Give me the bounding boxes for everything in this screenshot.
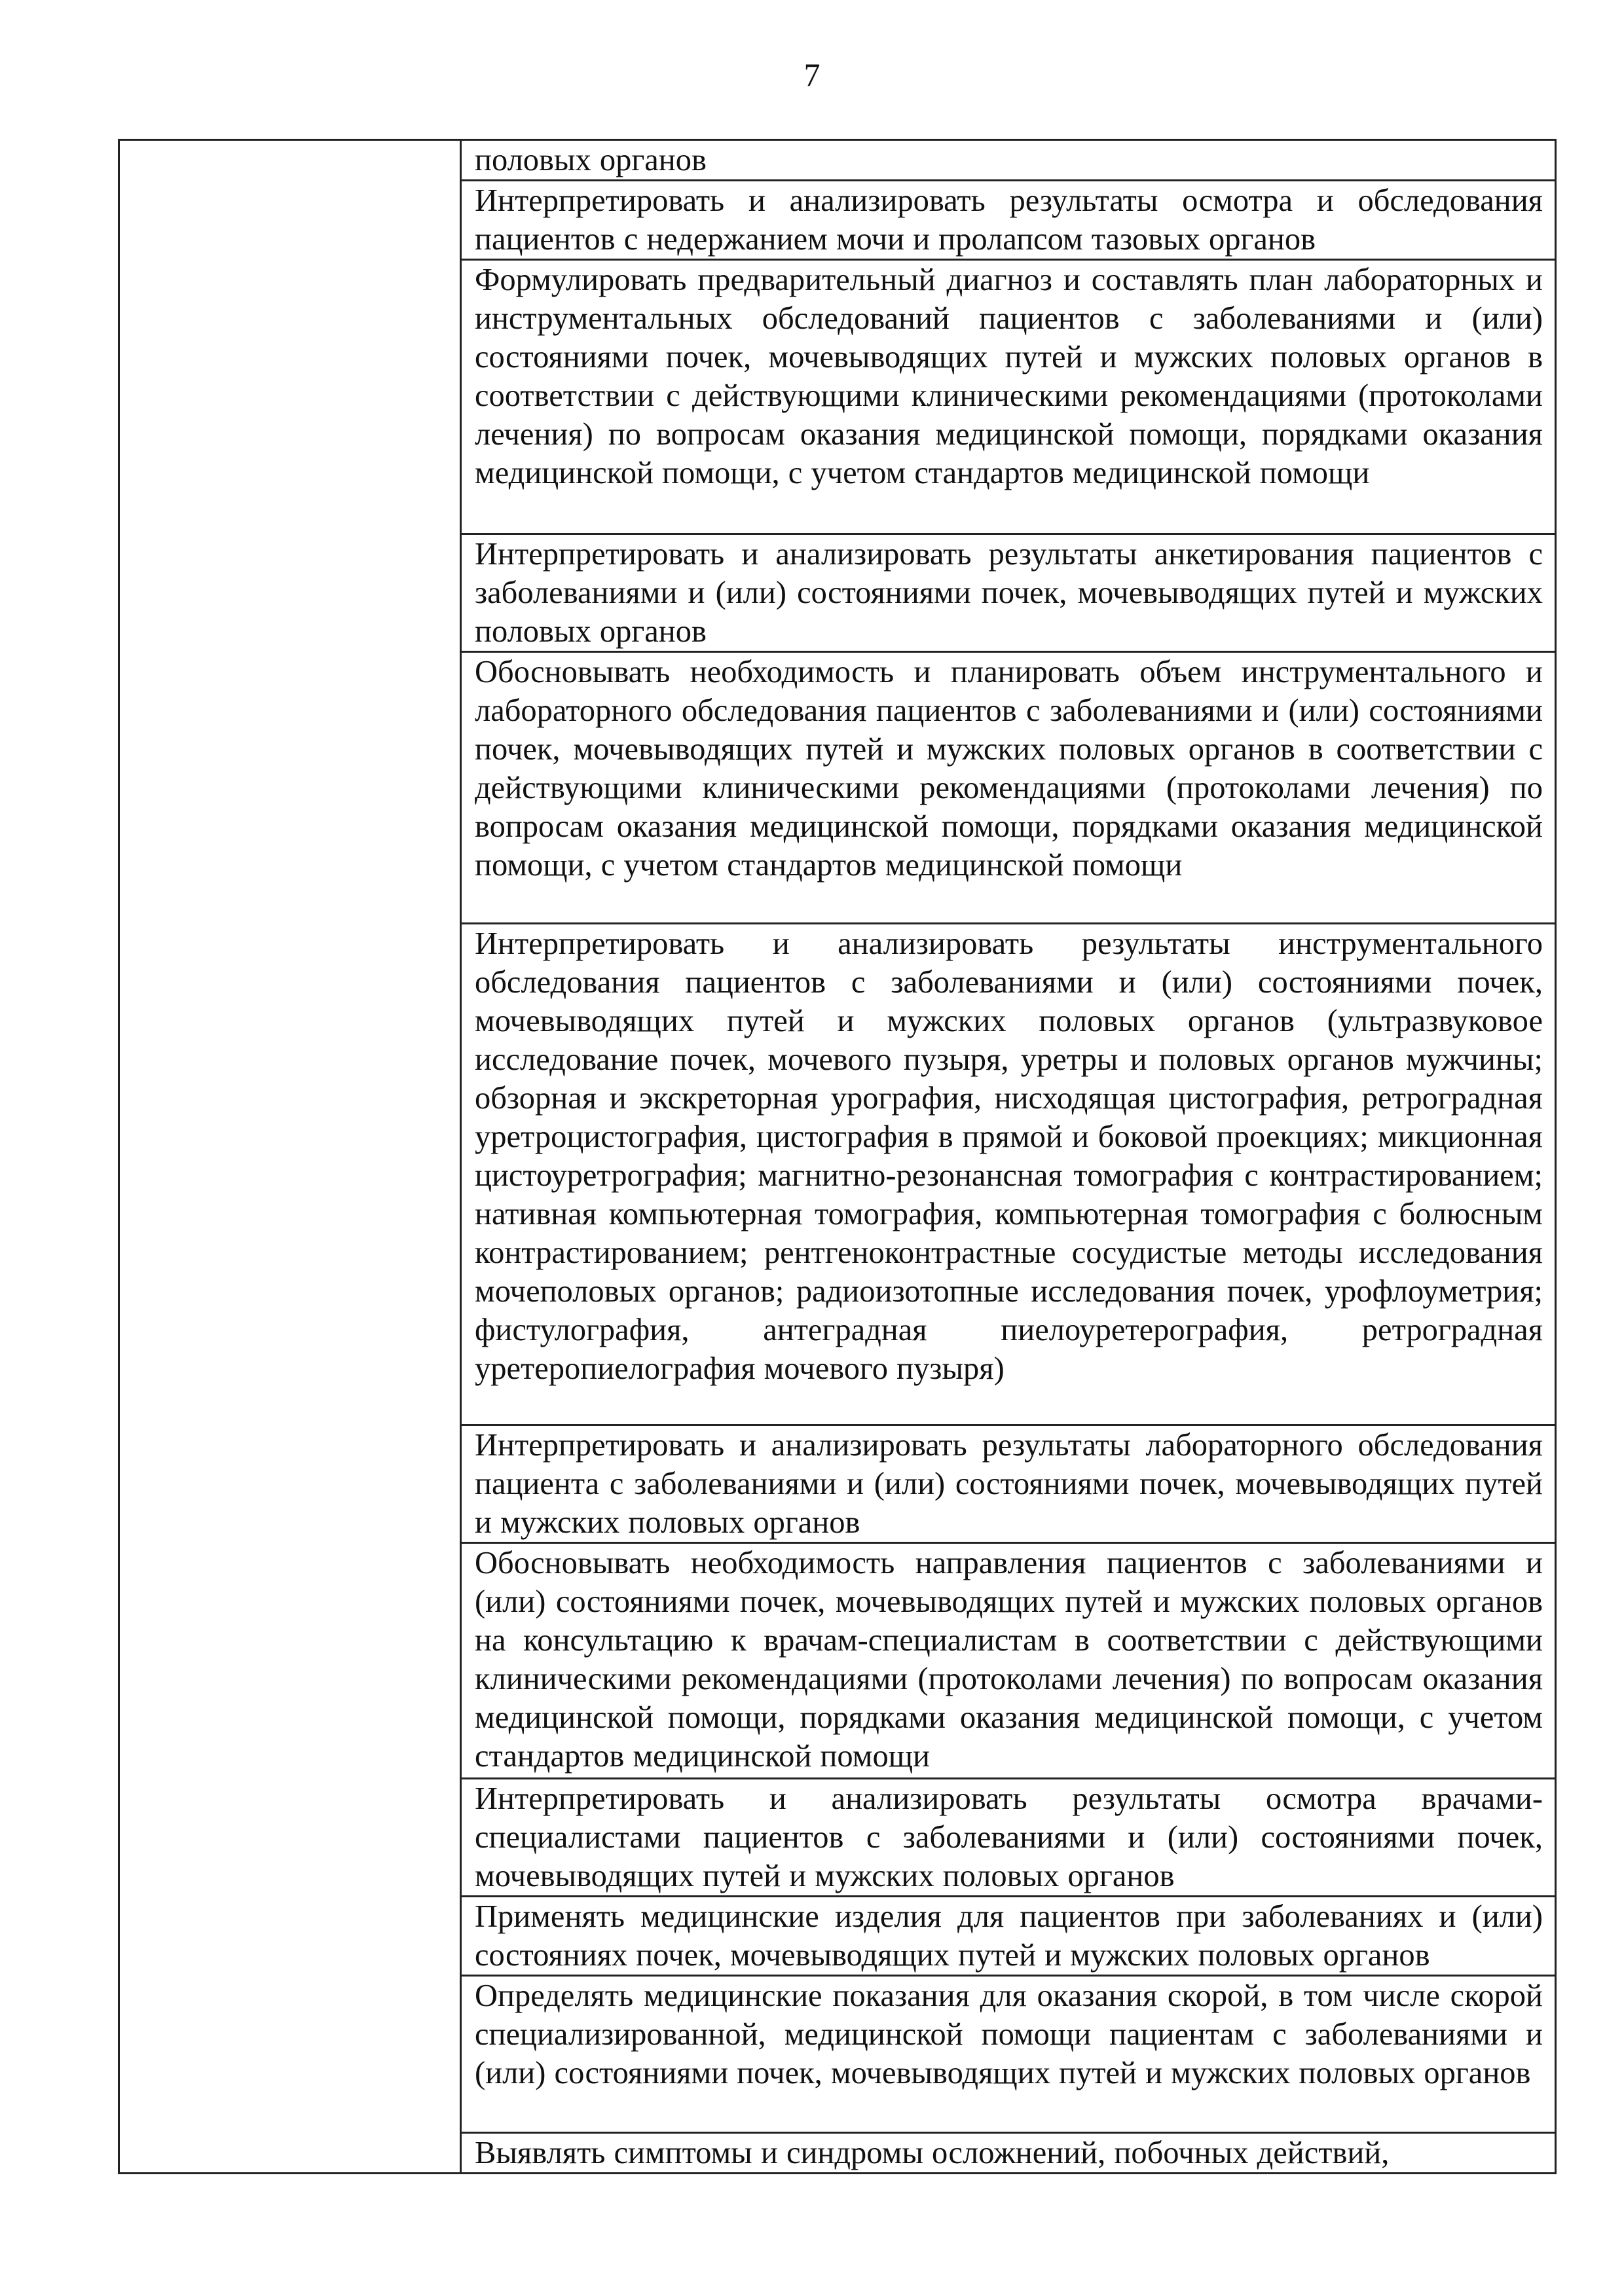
table-cell <box>461 924 1556 1425</box>
left-column-cell <box>119 140 461 2174</box>
row-text: Обосновывать необходимость направления пациентов с заболеваниями и (или) состояниями почек, мочевыводящих путей и мужских половых органов на консультацию к врачам-специалистам в соответствии с действующими клиническими рекомендациями (протоколами лечения) по вопросам оказания медицинской помощи, порядками оказания медицинской помощи, с учетом стандартов медицинской помощи <box>475 1546 1543 1774</box>
table-cell <box>461 1779 1556 1897</box>
page-number: 7 <box>803 56 821 93</box>
table-cell <box>461 534 1556 652</box>
row-text: Интерпретировать и анализировать результаты осмотра врачами-специалистами пациентов с заболеваниями и (или) состояниями почек, мочевыводящих путей и мужских половых органов <box>475 1781 1543 1893</box>
row-text: Интерпретировать и анализировать результаты инструментального обследования пациентов с заболеваниями и (или) состояниями почек, мочевыводящих путей и мужских половых органов (ультразвуковое исследование почек, мочевого пузыря, уретры и половых органов мужчины; обзорная и экскреторная урография, нисходящая цистография, ретроградная уретроцистография, цистография в прямой и боковой проекциях; микционная цистоуретрография; магнитно-резонансная томография с контрастированием; нативная компьютерная томография, компьютерная томография с болюсным контрастированием; рентгеноконтрастные сосудистые методы исследования мочеполовых органов; радиоизотопные исследования почек, урофлоуметрия; фистулография, антеградная пиелоуретерография, ретроградная уретеропиелография мочевого пузыря) <box>475 926 1543 1386</box>
table-cell <box>461 260 1556 534</box>
requirements-table <box>118 139 1557 2174</box>
table-cell <box>461 140 1556 181</box>
row-text: Интерпретировать и анализировать результаты осмотра и обследования пациентов с недержанием мочи и пролапсом тазовых органов <box>475 183 1543 257</box>
table-cell <box>461 181 1556 260</box>
table-cell <box>461 1425 1556 1543</box>
table-cell <box>461 2133 1556 2174</box>
row-text: Интерпретировать и анализировать результаты лабораторного обследования пациента с заболеваниями и (или) состояниями почек, мочевыводящих путей и мужских половых органов <box>475 1428 1543 1540</box>
row-text: половых органов <box>475 143 707 177</box>
table-cell <box>461 652 1556 924</box>
row-text: Формулировать предварительный диагноз и составлять план лабораторных и инструментальных обследований пациентов с заболеваниями и (или) состояниями почек, мочевыводящих путей и мужских половых органов в соответствии с действующими клиническими рекомендациями (протоколами лечения) по вопросам оказания медицинской помощи, порядками оказания медицинской помощи, с учетом стандартов медицинской помощи <box>475 263 1543 490</box>
row-text: Применять медицинские изделия для пациентов при заболеваниях и (или) состояниях почек, мочевыводящих путей и мужских половых органов <box>475 1899 1543 1973</box>
row-text: Обосновывать необходимость и планировать объем инструментального и лабораторного обследования пациентов с заболеваниями и (или) состояниями почек, мочевыводящих путей и мужских половых органов в соответствии с действующими клиническими рекомендациями (протоколами лечения) по вопросам оказания медицинской помощи, порядками оказания медицинской помощи, с учетом стандартов медицинской помощи <box>475 655 1543 883</box>
row-text: Определять медицинские показания для оказания скорой, в том числе скорой специализированной, медицинской помощи пациентам с заболеваниями и (или) состояниями почек, мочевыводящих путей и мужских половых органов <box>475 1978 1543 2090</box>
row-text: Выявлять симптомы и синдромы осложнений, побочных действий, <box>475 2136 1390 2170</box>
table-cell <box>461 1543 1556 1779</box>
table-cell <box>461 1976 1556 2133</box>
row-text: Интерпретировать и анализировать результаты анкетирования пациентов с заболеваниями и (или) состояниями почек, мочевыводящих путей и мужских половых органов <box>475 537 1543 649</box>
table-row <box>119 140 1556 181</box>
table-cell <box>461 1897 1556 1976</box>
